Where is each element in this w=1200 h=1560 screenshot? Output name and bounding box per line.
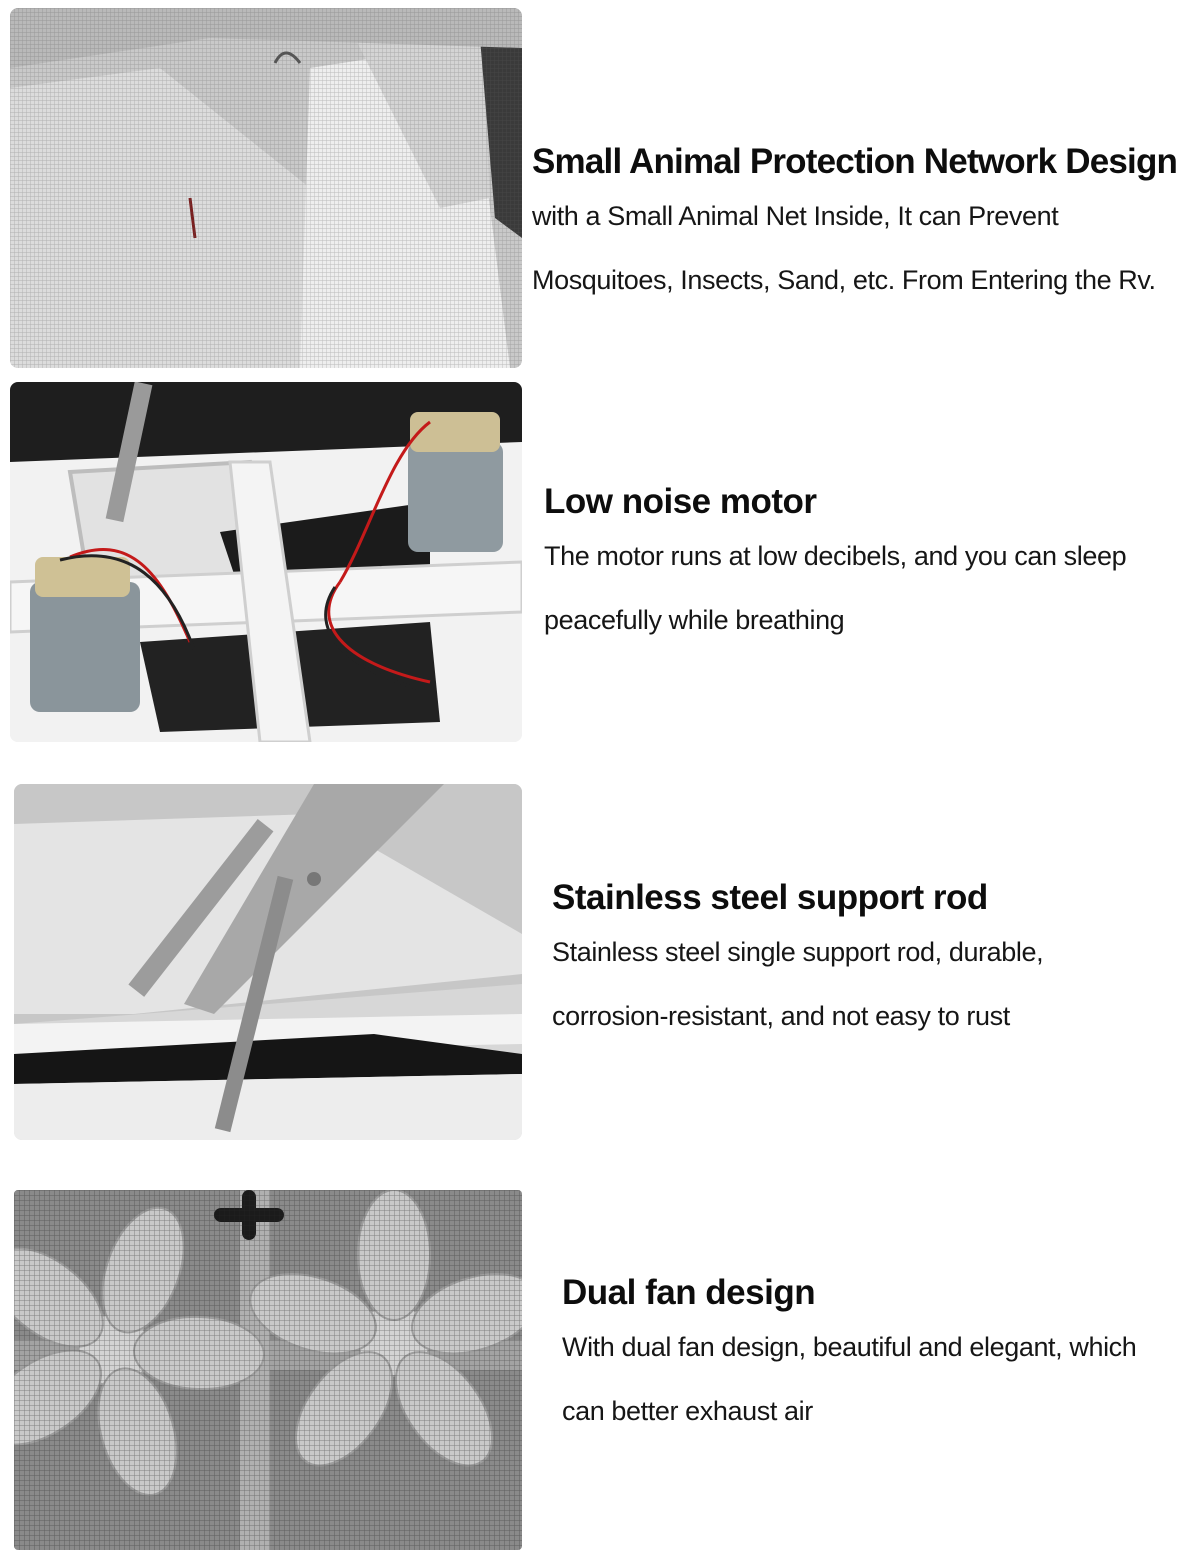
feature-description-line: peacefully while breathing bbox=[544, 605, 845, 635]
support-rod-photo bbox=[14, 784, 522, 1140]
feature-animal-net bbox=[532, 142, 1177, 310]
feature-description-line: can better exhaust air bbox=[562, 1396, 813, 1426]
feature-title: Stainless steel support rod bbox=[552, 878, 988, 917]
feature-description-line: with a Small Animal Net Inside, It can Prevent bbox=[532, 201, 1059, 231]
dual-fan-photo bbox=[14, 1190, 522, 1550]
feature-description-line: corrosion-resistant, and not easy to rust bbox=[552, 1001, 1010, 1031]
feature-description-line: The motor runs at low decibels, and you can sleep bbox=[544, 541, 1127, 571]
feature-description-line: With dual fan design, beautiful and elegant, which bbox=[562, 1332, 1137, 1362]
feature-description-line: Mosquitoes, Insects, Sand, etc. From Entering the Rv. bbox=[532, 265, 1156, 295]
feature-title: Low noise motor bbox=[544, 482, 817, 521]
feature-support-rod bbox=[552, 878, 1043, 1046]
feature-title: Small Animal Protection Network Design bbox=[532, 142, 1178, 181]
feature-low-noise-motor bbox=[544, 482, 1126, 650]
feature-title: Dual fan design bbox=[562, 1273, 816, 1312]
feature-description-line: Stainless steel single support rod, durable, bbox=[552, 937, 1044, 967]
feature-dual-fan bbox=[562, 1273, 1136, 1441]
insect-screen-mesh-photo bbox=[10, 8, 522, 368]
dual-motor-photo bbox=[10, 382, 522, 742]
